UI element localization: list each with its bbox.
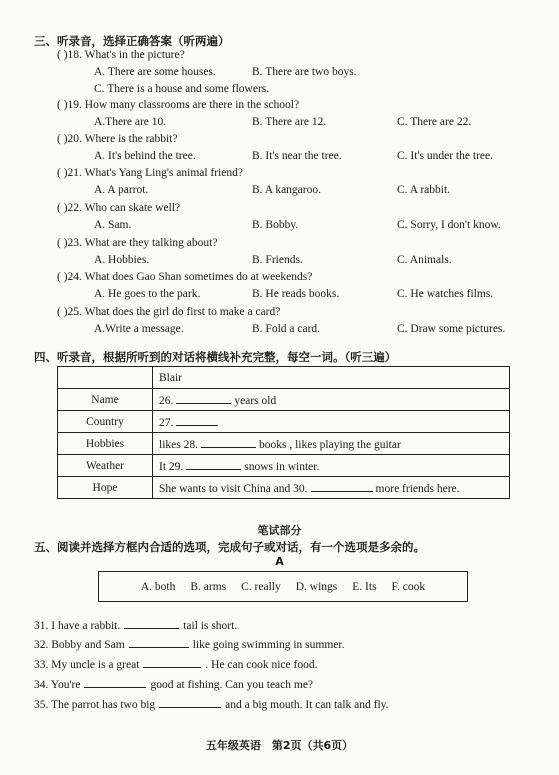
question-number: ( )24.: [57, 271, 82, 283]
row-value: [153, 389, 510, 411]
question-text: What does Gao Shan sometimes do at weekends?: [84, 271, 313, 283]
question-text: What's in the picture?: [84, 49, 185, 61]
option-b: B. Fold a card.: [252, 323, 321, 335]
question-text: Where is the rabbit?: [84, 133, 178, 145]
option-b: B. He reads books.: [252, 288, 340, 300]
option-a: A. A parrot.: [94, 184, 149, 196]
option-a: A.Write a message.: [94, 323, 184, 335]
option-b: B. It's near the tree.: [252, 150, 342, 162]
question-text: What does the girl do first to make a card?: [84, 306, 281, 318]
sentence-after: and a big mouth. It can talk and fly.: [225, 699, 389, 711]
option-a: A. Hobbies.: [94, 254, 150, 266]
table-corner-cell: [58, 367, 153, 389]
sentence-after: . He can cook nice food.: [205, 659, 318, 671]
question-19: [57, 99, 299, 111]
value-suffix: years old: [234, 395, 277, 407]
info-table: [57, 366, 510, 499]
value-suffix: books , likes playing the guitar: [258, 439, 401, 451]
row-value: [153, 455, 510, 477]
question-23: [57, 237, 217, 249]
sentence-before: 31. I have a rabbit.: [34, 620, 121, 632]
value-prefix: She wants to visit China and 30.: [159, 483, 308, 495]
sentence-34: [34, 676, 313, 691]
question-number: ( )22.: [57, 202, 82, 214]
option-b: B. There are 12.: [252, 116, 327, 128]
value-suffix: more friends here.: [375, 483, 460, 495]
answer-blank: [311, 480, 373, 492]
answer-blank: [186, 458, 241, 470]
option-c: C. He watches films.: [397, 288, 494, 300]
sentence-before: 34. You're: [34, 679, 81, 691]
value-prefix: 26.: [159, 395, 174, 407]
question-22: [57, 202, 180, 214]
option-c: C. There is a house and some flowers.: [94, 83, 270, 95]
question-text: Who can skate well?: [84, 202, 181, 214]
row-value: [153, 411, 510, 433]
option-item: F. cook: [391, 580, 426, 593]
sentence-31: [34, 617, 237, 632]
question-number: ( )25.: [57, 306, 82, 318]
answer-blank: [176, 414, 218, 426]
row-label: Hope: [58, 477, 153, 499]
sentence-32: [34, 636, 344, 651]
sentence-after: tail is short.: [183, 620, 238, 632]
row-label: Hobbies: [58, 433, 153, 455]
table-header-name: Blair: [153, 367, 510, 389]
option-c: C. Draw some pictures.: [397, 323, 506, 335]
table-header-row: [58, 367, 510, 389]
option-a: A.There are 10.: [94, 116, 167, 128]
section3-title: 三、听录音，选择正确答案（听两遍）: [34, 34, 230, 48]
sentence-before: 32. Bobby and Sam: [34, 639, 125, 651]
question-number: ( )18.: [57, 49, 82, 61]
option-a: A. It's behind the tree.: [94, 150, 196, 162]
option-item: C. really: [241, 580, 281, 593]
question-25: [57, 306, 280, 318]
section5-sub: A: [275, 555, 284, 568]
options-box: [98, 571, 468, 602]
value-prefix: 27.: [159, 417, 174, 429]
table-row: [58, 433, 510, 455]
answer-blank: [201, 436, 256, 448]
option-c: C. Sorry, I don't know.: [397, 219, 501, 231]
option-b: B. A kangaroo.: [252, 184, 321, 196]
row-label: Name: [58, 389, 153, 411]
question-number: ( )21.: [57, 167, 82, 179]
question-21: [57, 167, 243, 179]
option-a: A. There are some houses.: [94, 66, 216, 78]
value-prefix: likes 28.: [159, 439, 198, 451]
option-item: B. arms: [190, 580, 227, 593]
option-b: B. There are two boys.: [252, 66, 357, 78]
section5-title: 五、阅读并选择方框内合适的选项，完成句子或对话，有一个选项是多余的。: [34, 540, 425, 554]
sentence-before: 33. My uncle is a great: [34, 659, 140, 671]
row-label: Weather: [58, 455, 153, 477]
option-c: C. There are 22.: [397, 116, 472, 128]
sentence-33: [34, 656, 317, 671]
written-part-heading: 笔试部分: [257, 524, 302, 537]
section4-title: 四、听录音，根据所听到的对话将横线补充完整，每空一词。（听三遍）: [34, 350, 397, 364]
sentence-after: good at fishing. Can you teach me?: [150, 679, 314, 691]
value-suffix: snows in winter.: [244, 461, 320, 473]
table-row: [58, 455, 510, 477]
answer-blank: [143, 656, 201, 668]
question-text: How many classrooms are there in the school?: [84, 99, 300, 111]
question-20: [57, 133, 178, 145]
option-c: C. A rabbit.: [397, 184, 451, 196]
row-value: [153, 477, 510, 499]
table-row: [58, 389, 510, 411]
row-label: Country: [58, 411, 153, 433]
answer-blank: [124, 617, 179, 629]
sentence-after: like going swimming in summer.: [192, 639, 345, 651]
answer-blank: [129, 636, 189, 648]
question-24: [57, 271, 312, 283]
answer-blank: [176, 392, 231, 404]
question-number: ( )23.: [57, 237, 82, 249]
option-item: A. both: [140, 580, 176, 593]
option-b: B. Bobby.: [252, 219, 299, 231]
table-row: [58, 477, 510, 499]
option-a: A. He goes to the park.: [94, 288, 201, 300]
question-text: What are they talking about?: [84, 237, 218, 249]
question-number: ( )20.: [57, 133, 82, 145]
row-value: [153, 433, 510, 455]
question-18: [57, 49, 185, 61]
question-text: What's Yang Ling's animal friend?: [84, 167, 243, 179]
value-prefix: It 29.: [159, 461, 184, 473]
sentence-before: 35. The parrot has two big: [34, 699, 156, 711]
option-item: D. wings: [295, 580, 338, 593]
page-footer: 五年级英语 第2页（共6页）: [205, 739, 354, 752]
question-number: ( )19.: [57, 99, 82, 111]
option-item: E. Its: [352, 580, 377, 593]
option-c: C. It's under the tree.: [397, 150, 493, 162]
option-a: A. Sam.: [94, 219, 132, 231]
answer-blank: [159, 696, 221, 708]
table-row: [58, 411, 510, 433]
sentence-35: [34, 696, 389, 711]
answer-blank: [84, 676, 146, 688]
option-b: B. Friends.: [252, 254, 303, 266]
option-c: C. Animals.: [397, 254, 452, 266]
